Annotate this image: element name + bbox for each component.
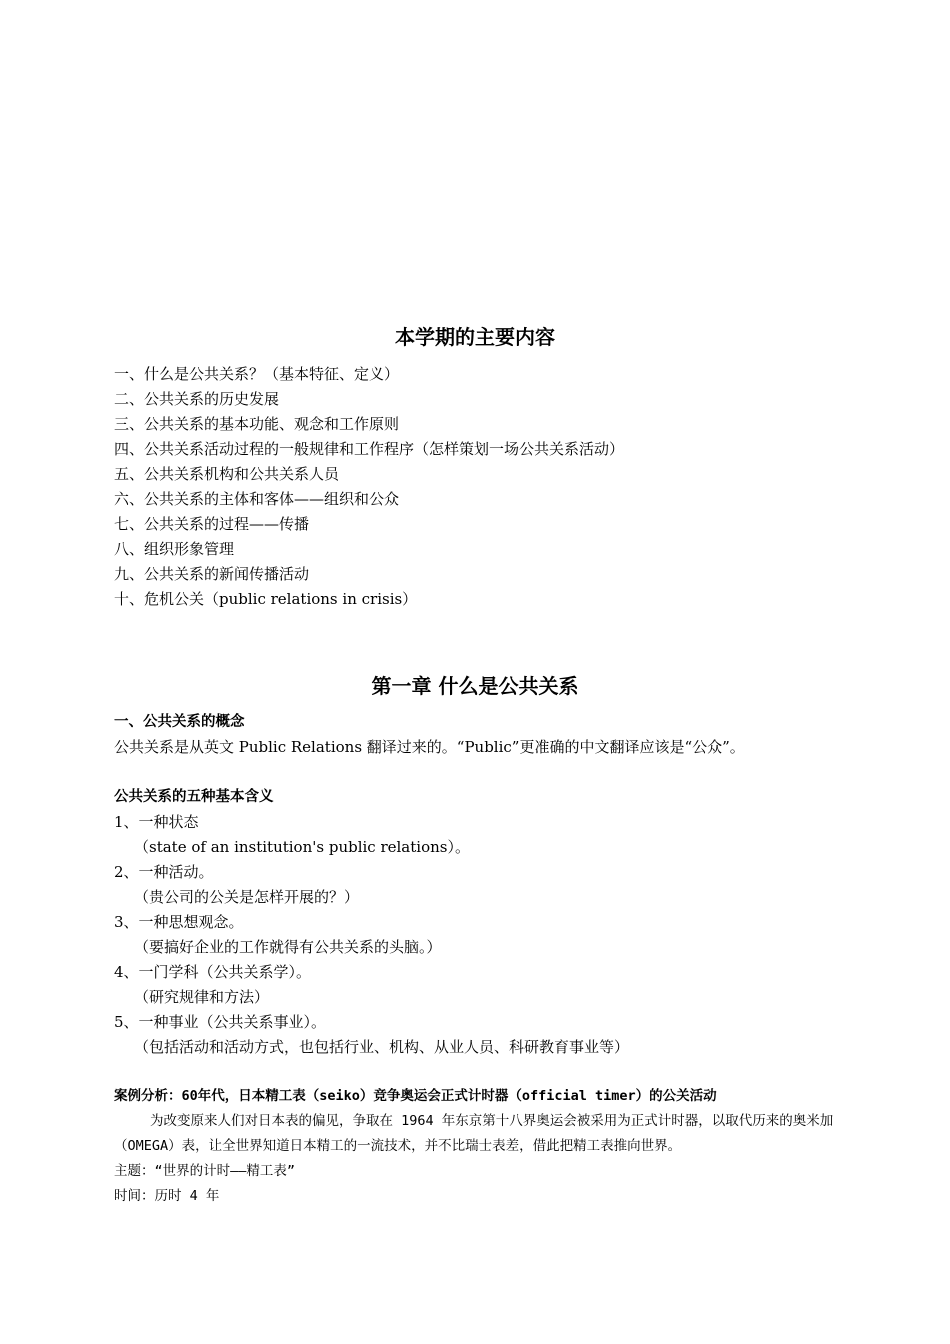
list-item: 二、公共关系的历史发展 <box>114 390 280 408</box>
case-heading: 案例分析：60年代，日本精工表（seiko）竞争奥运会正式计时器（official timer）的公关活动 <box>114 1088 717 1104</box>
meaning-label: 2、一种活动。 <box>114 863 214 881</box>
semester-contents-list <box>114 362 854 612</box>
case-time: 时间：历时 4 年 <box>114 1188 220 1204</box>
list-item: 四、公共关系活动过程的一般规律和工作程序（怎样策划一场公共关系活动） <box>114 440 625 458</box>
meaning-label: 4、一门学科（公共关系学）。 <box>114 963 312 981</box>
semester-title: 本学期的主要内容 <box>395 325 555 349</box>
meaning-note: （要搞好企业的工作就得有公共关系的头脑。） <box>134 938 442 956</box>
meaning-label: 1、一种状态 <box>114 813 199 831</box>
section-text: 公共关系是从英文 Public Relations 翻译过来的。“Public”更准确的中文翻译应该是“公众”。 <box>114 738 745 756</box>
concept-section <box>114 710 854 760</box>
meaning-note: （state of an institution's public relations）。 <box>134 838 470 856</box>
list-item: 一、什么是公共关系？（基本特征、定义） <box>114 365 400 383</box>
section-heading: 一、公共关系的概念 <box>114 714 245 730</box>
list-item: 五、公共关系机构和公共关系人员 <box>114 465 340 483</box>
list-item: 九、公共关系的新闻传播活动 <box>114 565 310 583</box>
chapter-title: 第一章 什么是公共关系 <box>371 674 579 698</box>
list-item: 七、公共关系的过程——传播 <box>114 515 310 533</box>
list-item: 三、公共关系的基本功能、观念和工作原则 <box>114 415 400 433</box>
case-theme: 主题：“世界的计时——精工表” <box>114 1163 296 1179</box>
meanings-section <box>114 785 854 1060</box>
meaning-note: （贵公司的公关是怎样开展的？） <box>134 888 360 906</box>
list-item: 六、公共关系的主体和客体——组织和公众 <box>114 490 400 508</box>
case-analysis-section <box>114 1084 854 1209</box>
case-paragraph: 为改变原来人们对日本表的偏见，争取在 1964 年东京第十八界奥运会被采用为正式计时器，以取代历来的奥米加（OMEGA）表，让全世界知道日本精工的一流技术，并不比瑞士表差，借此把精工表推向世界。 <box>114 1113 834 1154</box>
list-item: 八、组织形象管理 <box>114 540 235 558</box>
meaning-label: 5、一种事业（公共关系事业）。 <box>114 1013 327 1031</box>
meaning-note: （包括活动和活动方式，也包括行业、机构、从业人员、科研教育事业等） <box>134 1038 630 1056</box>
meaning-note: （研究规律和方法） <box>134 988 270 1006</box>
meaning-label: 3、一种思想观念。 <box>114 913 244 931</box>
meanings-heading: 公共关系的五种基本含义 <box>114 789 274 805</box>
list-item: 十、危机公关（public relations in crisis） <box>114 590 418 608</box>
